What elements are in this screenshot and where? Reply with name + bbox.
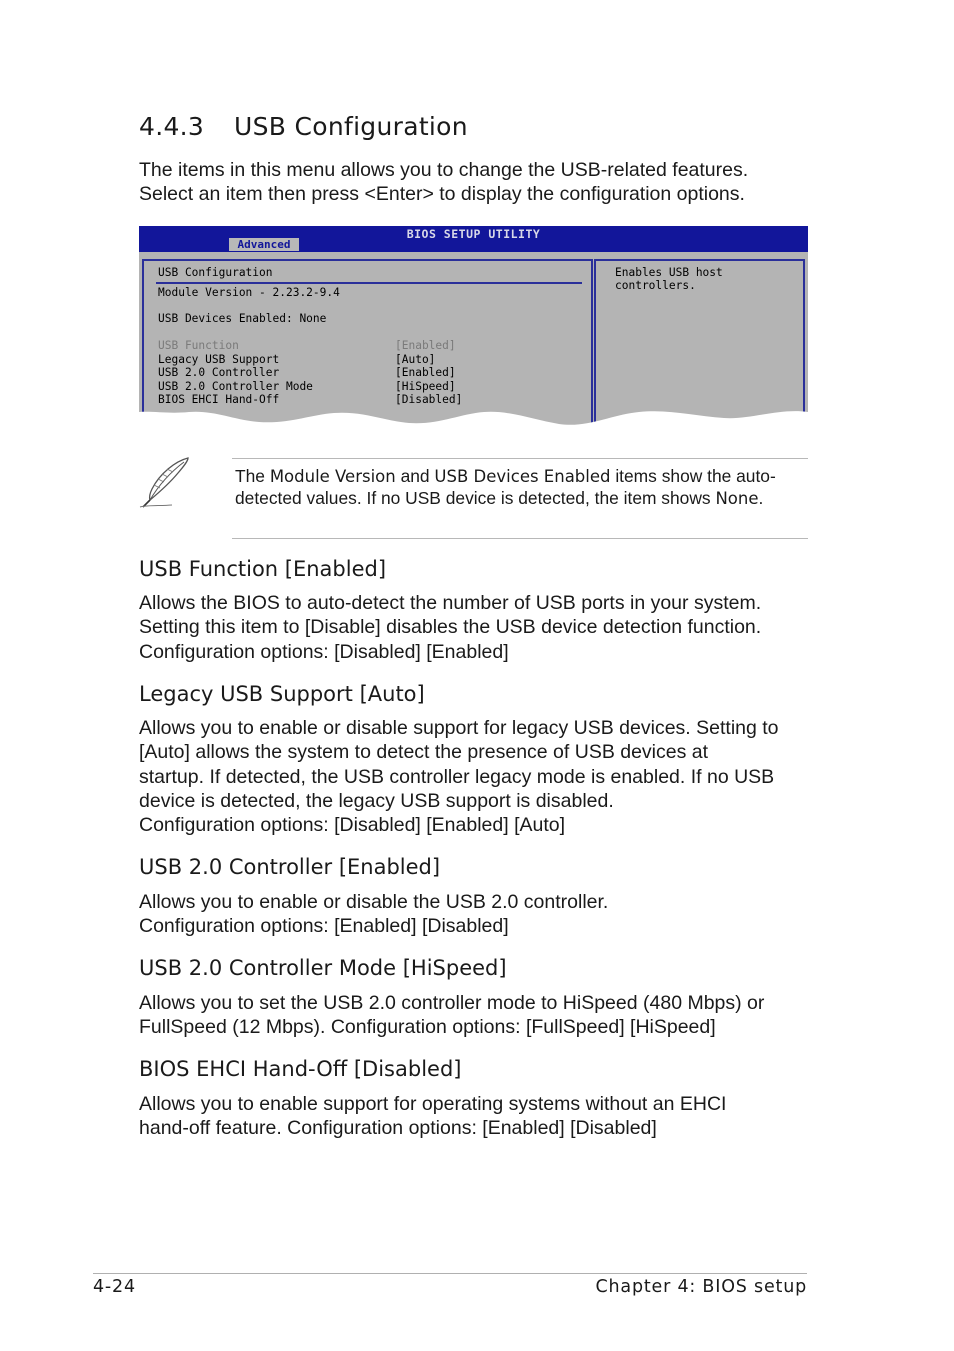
bios-item-usb2-controller[interactable]: USB 2.0 Controller <box>158 366 280 379</box>
note-span: The <box>235 466 270 486</box>
paragraph-usb-function <box>139 591 819 664</box>
heading-ehci-handoff: BIOS EHCI Hand-Off [Disabled] <box>139 1057 462 1081</box>
bios-tab-advanced[interactable]: Advanced <box>229 238 299 251</box>
section-title <box>139 112 468 141</box>
intro-line: Select an item then press <Enter> to display the configuration options. <box>139 183 745 206</box>
note-text <box>235 466 800 510</box>
note-span: items show the auto-detected values. If no USB device is detected, the item shows <box>235 466 776 508</box>
body-line: Allows you to enable or disable support for legacy USB devices. Setting to <box>139 717 779 739</box>
section-title-text: USB Configuration <box>234 112 468 141</box>
heading-usb-function: USB Function [Enabled] <box>139 557 387 581</box>
bios-help-line: controllers. <box>615 279 696 292</box>
bios-value-usb2-controller[interactable]: [Enabled] <box>395 366 456 379</box>
torn-edge-decoration <box>139 406 808 442</box>
bios-item-legacy-usb[interactable]: Legacy USB Support <box>158 353 280 366</box>
bios-value-usb-function[interactable]: [Enabled] <box>395 339 456 352</box>
chapter-label: Chapter 4: BIOS setup <box>595 1277 807 1297</box>
note-rule-bottom <box>232 538 808 539</box>
note-keyword: USB Devices Enabled <box>434 467 611 486</box>
body-line: startup. If detected, the USB controller legacy mode is enabled. If no USB <box>139 765 775 788</box>
bios-value-legacy-usb[interactable]: [Auto] <box>395 353 436 366</box>
note-span: and <box>395 466 435 486</box>
paragraph-usb2-controller <box>139 890 819 939</box>
quill-pen-icon <box>138 455 194 511</box>
body-line: Configuration options: [Disabled] [Enabled] <box>139 640 509 663</box>
paragraph-usb2-mode <box>139 991 819 1040</box>
bios-item-usb2-mode[interactable]: USB 2.0 Controller Mode <box>158 380 313 393</box>
body-line: Setting this item to [Disable] disables the USB device detection function. <box>139 616 762 639</box>
body-line: FullSpeed (12 Mbps). Configuration options: [FullSpeed] [HiSpeed] <box>139 1016 716 1039</box>
note-rule-top <box>232 458 808 459</box>
bios-help-line: Enables USB host <box>615 266 723 279</box>
body-line: [Auto] allows the system to detect the presence of USB devices at <box>139 741 709 764</box>
bios-item-ehci-handoff[interactable]: BIOS EHCI Hand-Off <box>158 393 280 406</box>
body-line: Allows you to enable or disable the USB 2.0 controller. <box>139 891 609 913</box>
intro-line: The items in this menu allows you to change the USB-related features. <box>139 159 749 181</box>
bios-item-usb-function[interactable]: USB Function <box>158 339 239 352</box>
body-line: Allows you to set the USB 2.0 controller mode to HiSpeed (480 Mbps) or <box>139 992 765 1014</box>
page-number: 4-24 <box>93 1277 136 1297</box>
body-line: Configuration options: [Enabled] [Disabled] <box>139 915 509 938</box>
heading-usb2-controller: USB 2.0 Controller [Enabled] <box>139 855 441 879</box>
bios-menu-title: USB Configuration <box>158 266 273 279</box>
intro-paragraph <box>139 158 819 207</box>
bios-utility-title: BIOS SETUP UTILITY <box>406 227 541 241</box>
note-span: . <box>758 487 764 508</box>
heading-legacy-usb: Legacy USB Support [Auto] <box>139 682 425 706</box>
footer-rule <box>93 1273 807 1274</box>
bios-module-version: Module Version - 2.23.2-9.4 <box>158 286 340 299</box>
paragraph-ehci-handoff <box>139 1092 819 1141</box>
paragraph-legacy-usb <box>139 716 819 837</box>
heading-usb2-mode: USB 2.0 Controller Mode [HiSpeed] <box>139 956 507 980</box>
body-line: device is detected, the legacy USB support is disabled. <box>139 789 614 812</box>
section-number: 4.4.3 <box>139 112 205 141</box>
bios-devices-enabled: USB Devices Enabled: None <box>158 312 327 325</box>
bios-value-ehci-handoff[interactable]: [Disabled] <box>395 393 463 406</box>
bios-screenshot <box>139 226 808 442</box>
note-keyword: None <box>715 488 759 508</box>
body-line: Configuration options: [Disabled] [Enabled] [Auto] <box>139 814 566 837</box>
body-line: hand-off feature. Configuration options: [Enabled] [Disabled] <box>139 1117 657 1140</box>
note-keyword: Module Version <box>269 467 396 486</box>
body-line: Allows the BIOS to auto-detect the number of USB ports in your system. <box>139 592 762 614</box>
body-line: Allows you to enable support for operating systems without an EHCI <box>139 1093 727 1115</box>
bios-menu-divider <box>156 282 582 284</box>
bios-value-usb2-mode[interactable]: [HiSpeed] <box>395 380 456 393</box>
